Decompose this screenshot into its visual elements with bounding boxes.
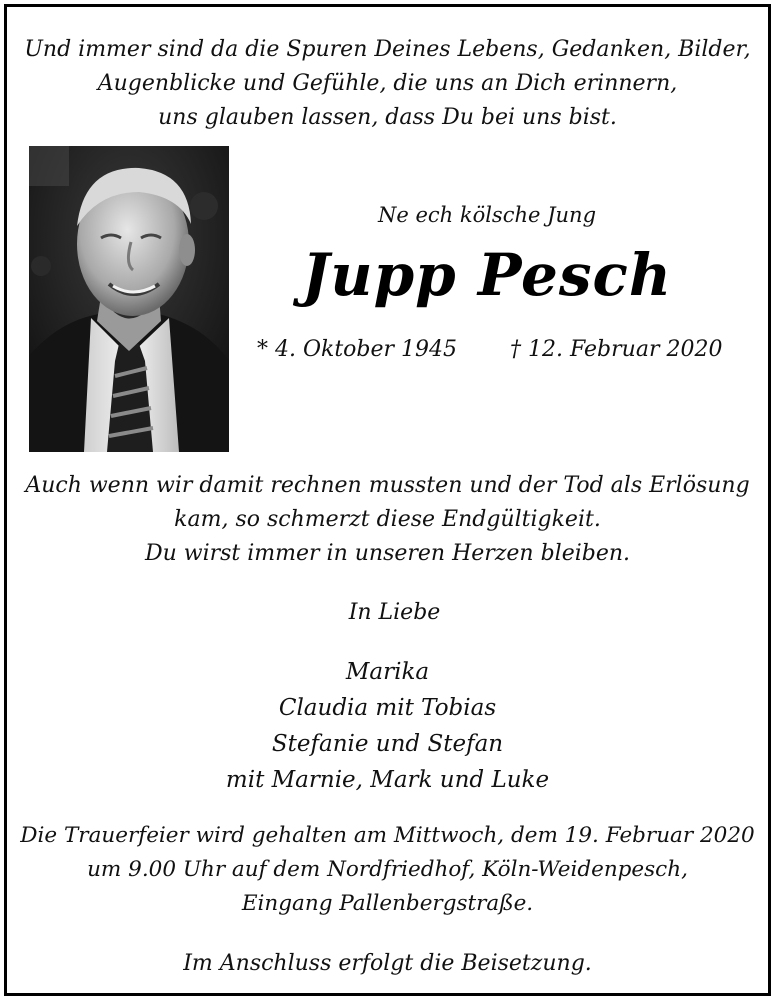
- portrait-photo: [29, 146, 229, 452]
- funeral-details-line: Die Trauerfeier wird gehalten am Mittwoch, dem 19. Februar 2020: [20, 823, 755, 848]
- funeral-details-line: Eingang Pallenbergstraße.: [241, 891, 534, 916]
- memorial-message-line: kam, so schmerzt diese Endgültigkeit.: [174, 507, 601, 532]
- deceased-name: Jupp Pesch: [301, 241, 672, 309]
- funeral-details: [7, 819, 768, 921]
- family-name-line: Stefanie und Stefan: [271, 731, 504, 757]
- obituary-frame: [4, 4, 771, 996]
- opening-verse: [7, 33, 768, 135]
- opening-verse-line: Augenblicke und Gefühle, die uns an Dich erinnern,: [97, 71, 678, 96]
- in-love-heading: In Liebe: [348, 600, 441, 625]
- family-name-line: Marika: [345, 659, 430, 685]
- family-names: [7, 654, 768, 798]
- memorial-message-line: Auch wenn wir damit rechnen mussten und der Tod als Erlösung: [25, 473, 750, 498]
- funeral-details-line: um 9.00 Uhr auf dem Nordfriedhof, Köln-Weidenpesch,: [87, 857, 688, 882]
- subtitle: Ne ech kölsche Jung: [377, 203, 597, 227]
- memorial-message-line: Du wirst immer in unseren Herzen bleiben.: [144, 541, 631, 566]
- memorial-message: [7, 469, 768, 571]
- birth-date: * 4. Oktober 1945: [257, 337, 458, 362]
- opening-verse-line: uns glauben lassen, dass Du bei uns bist.: [158, 105, 617, 130]
- family-name-line: Claudia mit Tobias: [278, 695, 497, 721]
- opening-verse-line: Und immer sind da die Spuren Deines Lebens, Gedanken, Bilder,: [24, 37, 751, 62]
- family-name-line: mit Marnie, Mark und Luke: [225, 767, 550, 793]
- death-date: † 12. Februar 2020: [510, 337, 723, 362]
- closing-note: Im Anschluss erfolgt die Beisetzung.: [183, 951, 592, 976]
